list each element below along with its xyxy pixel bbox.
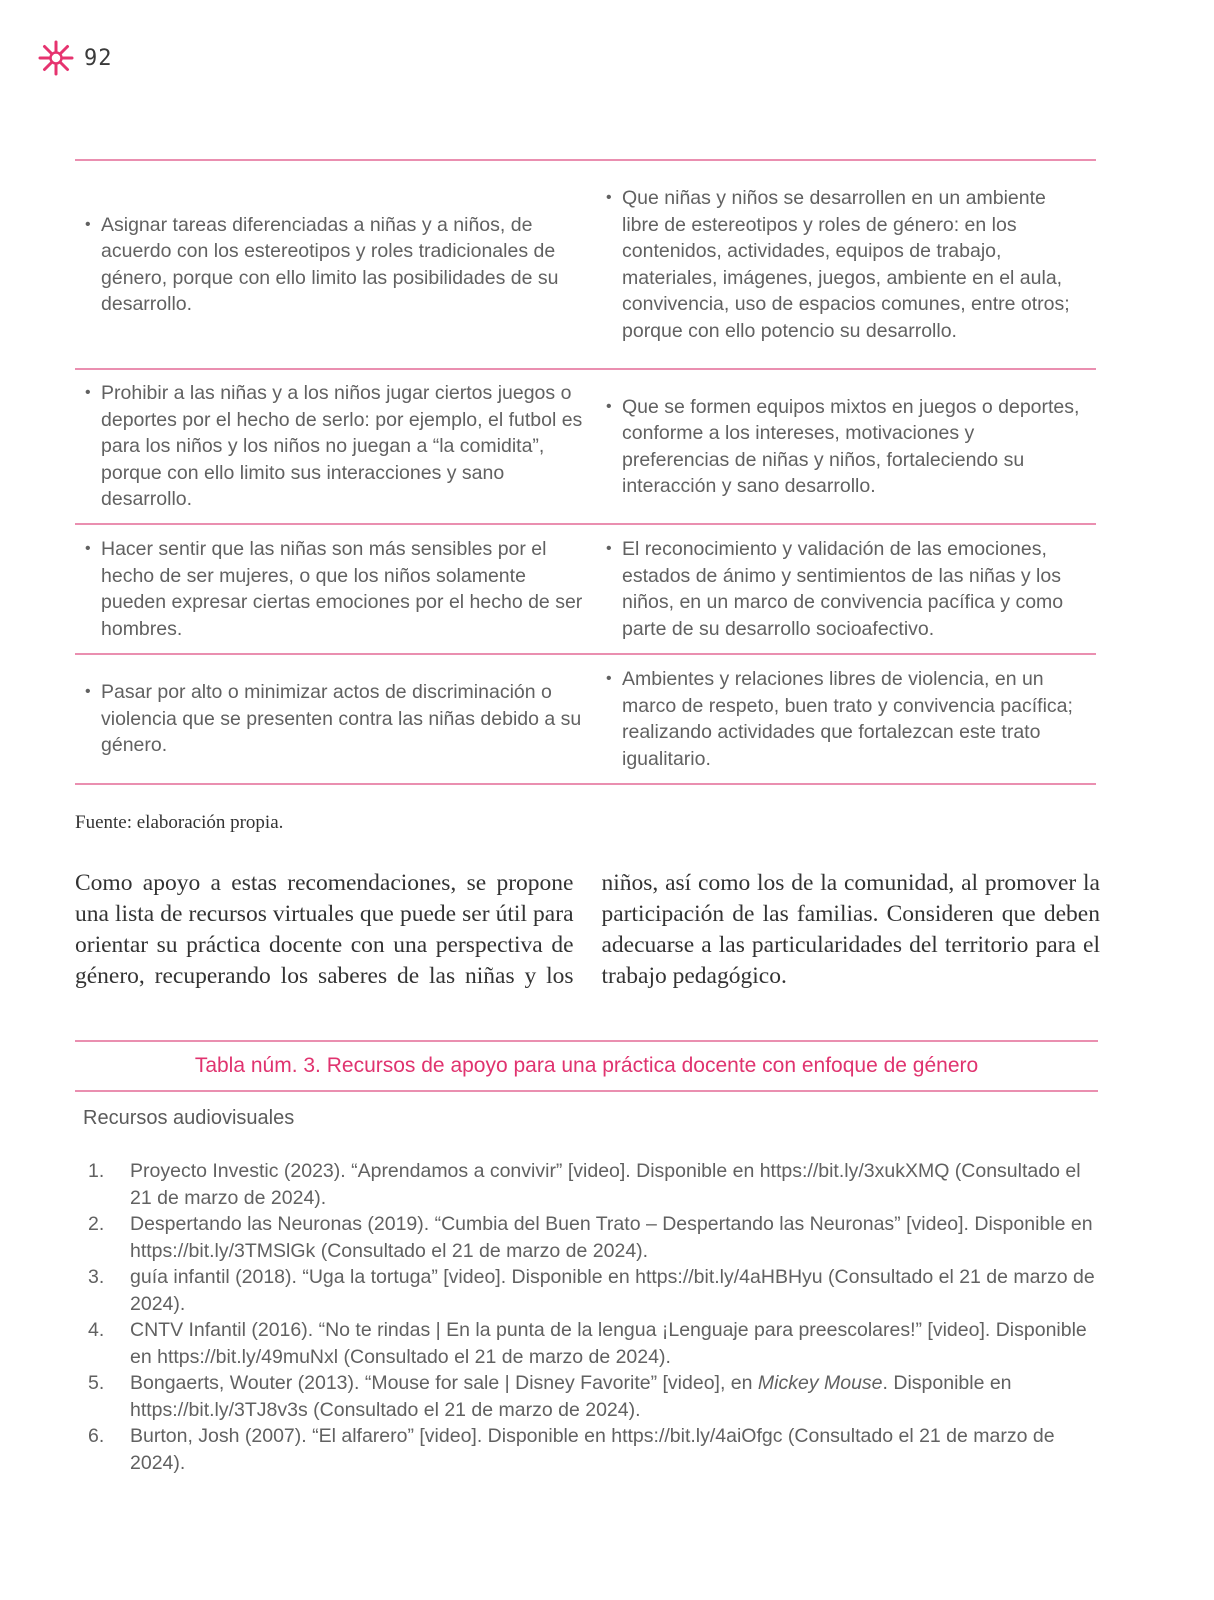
table-row bbox=[75, 654, 1096, 784]
item-text-italic: Mickey Mouse bbox=[757, 1372, 883, 1394]
table-row bbox=[75, 524, 1096, 654]
list-item bbox=[88, 1158, 1098, 1211]
item-number: 6. bbox=[88, 1425, 105, 1447]
list-item bbox=[88, 1317, 1098, 1370]
item-number: 1. bbox=[88, 1160, 105, 1182]
table-cell bbox=[75, 369, 596, 524]
table-cell bbox=[75, 160, 596, 369]
section-label: Recursos audiovisuales bbox=[83, 1107, 295, 1129]
cell-text: Prohibir a las niñas y a los niños jugar ciertos juegos o deportes por el hecho de serlo: por ejemplo, el futbol es para los niños y los niños no juegan a “la comidita”, porque con ello limito sus interacciones y sano desarrollo. bbox=[101, 382, 583, 511]
item-text: guía infantil (2018). “Uga la tortuga” [video]. Disponible en https://bit.ly/4aHBHyu (Consultado el 21 de marzo de 2024). bbox=[130, 1266, 1095, 1315]
bullet: • bbox=[85, 384, 91, 402]
bullet: • bbox=[606, 670, 612, 687]
item-text: Proyecto Investic (2023). “Aprendamos a convivir” [video]. Disponible en https://bit.ly/3xukXMQ (Consultado el 21 de marzo de 2024). bbox=[130, 1160, 1081, 1209]
table-row bbox=[75, 369, 1096, 524]
table-cell bbox=[596, 524, 1096, 654]
comparison-table bbox=[75, 159, 1096, 785]
item-text: Despertando las Neuronas (2019). “Cumbia del Buen Trato – Despertando las Neuronas” [video]. Disponible en https://bit.ly/3TMSlGk (Consultado el 21 de marzo de 2024). bbox=[130, 1213, 1093, 1262]
item-text-part: . Disponible en https://bit.ly/3TJ8v3s (Consultado el 21 de marzo de 2024). bbox=[130, 1372, 1012, 1421]
table-row bbox=[75, 160, 1096, 369]
table-source: Fuente: elaboración propia. bbox=[75, 812, 284, 833]
table-cell bbox=[75, 524, 596, 654]
cell-text: Que niñas y niños se desarrollen en un ambiente libre de estereotipos y roles de género: en los contenidos, actividades, equipos de trabajo, materiales, imágenes, juegos, ambiente en el aula, convivencia, uso de espacios comunes, entre otros; porque con ello potencio su desarrollo. bbox=[622, 187, 1070, 342]
bullet: • bbox=[85, 540, 91, 557]
table-cell bbox=[75, 654, 596, 784]
item-text bbox=[130, 1370, 1098, 1423]
cell-text: Que se formen equipos mixtos en juegos o deportes, conforme a los intereses, motivaciones y preferencias de niñas y niños, fortaleciendo su interacción y sano desarrollo. bbox=[622, 395, 1080, 497]
item-number: 3. bbox=[88, 1266, 105, 1288]
flower-icon bbox=[38, 40, 74, 76]
list-item bbox=[88, 1264, 1098, 1317]
page-number: 92 bbox=[84, 45, 113, 71]
resource-list bbox=[88, 1158, 1098, 1476]
item-number: 5. bbox=[88, 1372, 105, 1394]
cell-text: Pasar por alto o minimizar actos de discriminación o violencia que se presenten contra las niñas debido a su género. bbox=[101, 681, 582, 757]
bullet: • bbox=[85, 683, 91, 701]
list-item bbox=[88, 1423, 1098, 1476]
bullet: • bbox=[606, 397, 612, 415]
item-text-part: Bongaerts, Wouter (2013). “Mouse for sale | Disney Favorite” [video], en bbox=[130, 1372, 758, 1394]
list-item bbox=[88, 1370, 1098, 1423]
table-cell bbox=[596, 369, 1096, 524]
cell-text: Asignar tareas diferenciadas a niñas y a niños, de acuerdo con los estereotipos y roles tradicionales de género, porque con ello limito las posibilidades de su desarrollo. bbox=[101, 213, 559, 315]
list-item bbox=[88, 1211, 1098, 1264]
bullet: • bbox=[85, 215, 91, 233]
cell-text: El reconocimiento y validación de las emociones, estados de ánimo y sentimientos de las niñas y los niños, en un marco de convivencia pacífica y como parte de su desarrollo socioafectivo. bbox=[622, 538, 1064, 640]
cell-text: Hacer sentir que las niñas son más sensibles por el hecho de ser mujeres, o que los niños solamente pueden expresar ciertas emociones por el hecho de ser hombres. bbox=[101, 538, 583, 640]
bullet: • bbox=[606, 540, 612, 557]
table-caption: Tabla núm. 3. Recursos de apoyo para una práctica docente con enfoque de género bbox=[75, 1040, 1098, 1092]
table-cell bbox=[596, 654, 1096, 784]
item-number: 4. bbox=[88, 1319, 105, 1341]
page-header bbox=[38, 40, 113, 76]
table-cell bbox=[596, 160, 1096, 369]
bullet: • bbox=[606, 189, 612, 206]
body-paragraph: Como apoyo a estas recomendaciones, se propone una lista de recursos virtuales que puede ser útil para orientar su práctica docente con una perspectiva de género, recuperando los saberes de las niñas y los niños, así como los de la comunidad, al promover la participación de las familias. Consideren que deben adecuarse a las particularidades del territorio para el trabajo pedagógico. bbox=[75, 870, 1100, 989]
item-text: CNTV Infantil (2016). “No te rindas | En la punta de la lengua ¡Lenguaje para preescolares!” [video]. Disponible en https://bit.ly/49muNxl (Consultado el 21 de marzo de 2024). bbox=[130, 1319, 1087, 1368]
item-text: Burton, Josh (2007). “El alfarero” [video]. Disponible en https://bit.ly/4aiOfgc (Consultado el 21 de marzo de 2024). bbox=[130, 1425, 1055, 1474]
item-number: 2. bbox=[88, 1213, 105, 1235]
cell-text: Ambientes y relaciones libres de violencia, en un marco de respeto, buen trato y convivencia pacífica; realizando actividades que fortalezcan este trato igualitario. bbox=[622, 668, 1073, 770]
